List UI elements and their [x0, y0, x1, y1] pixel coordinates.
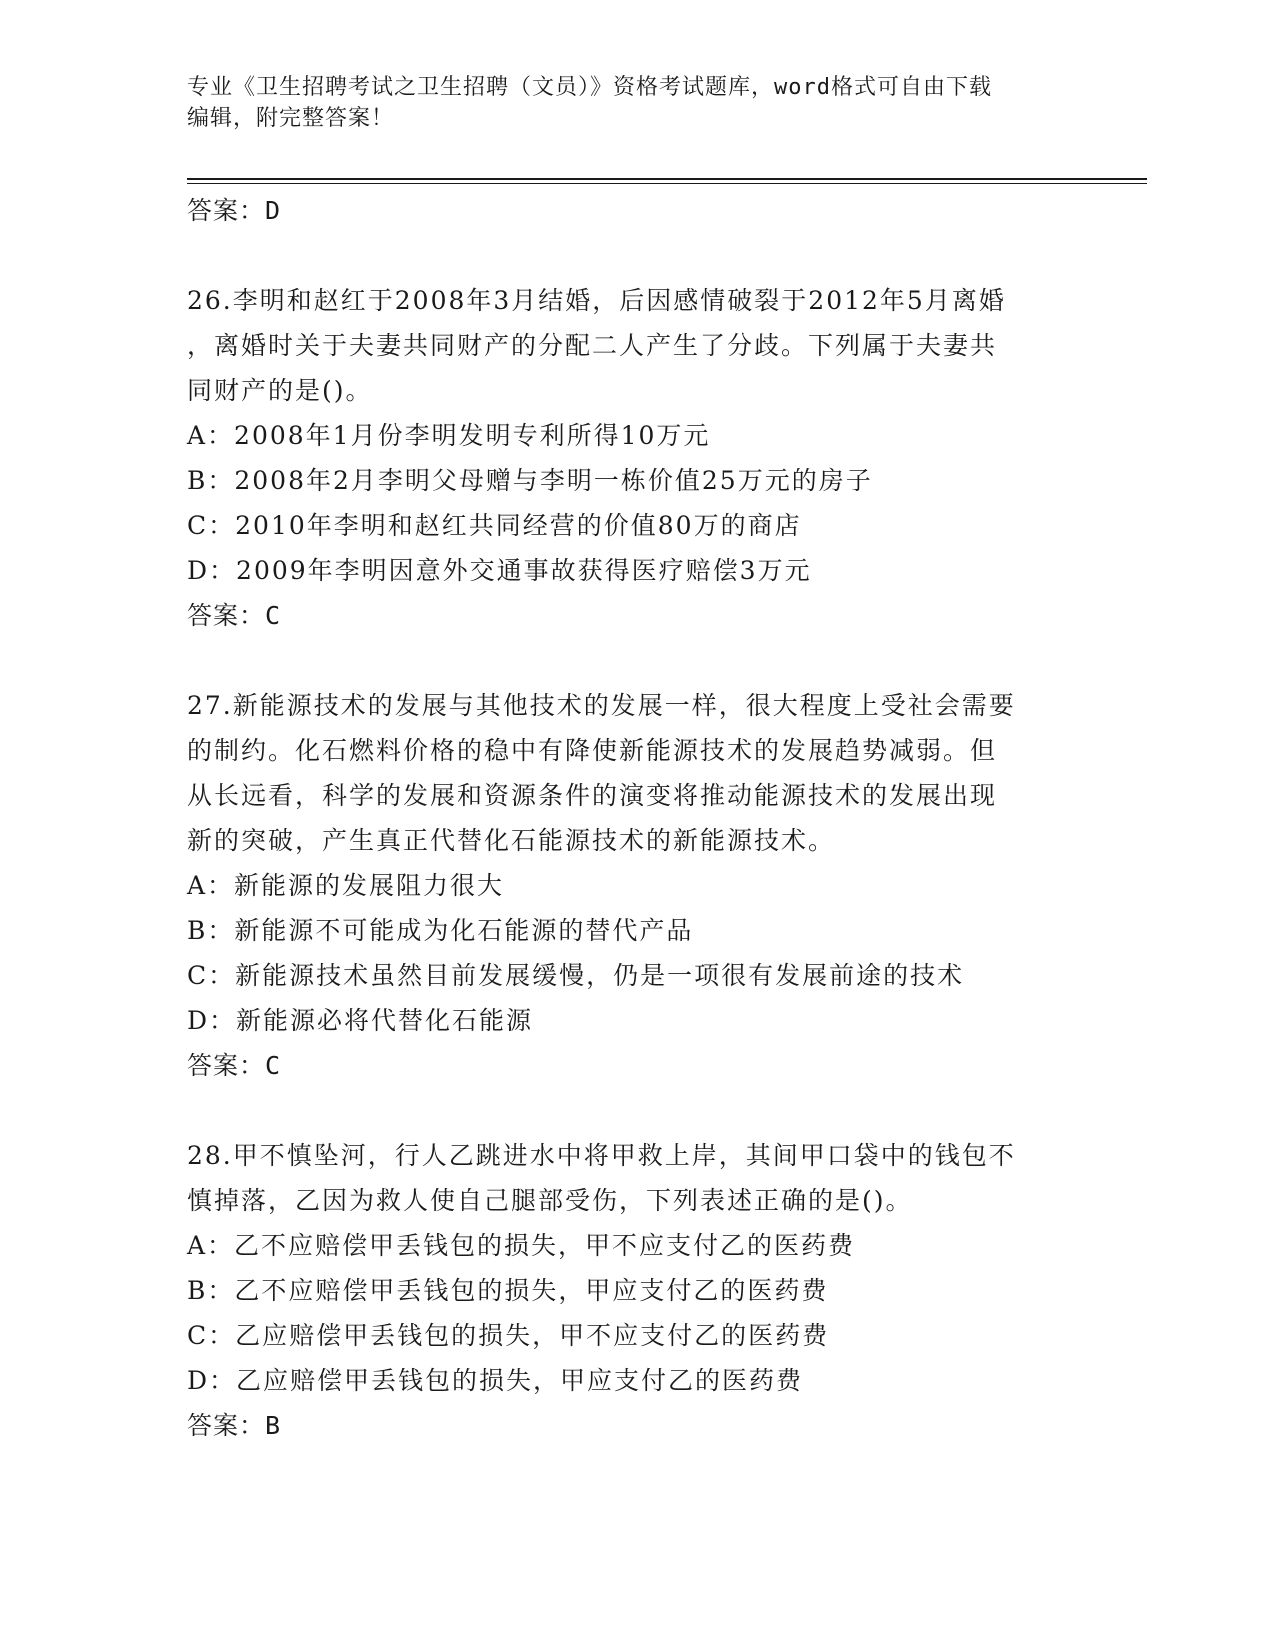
option-c: C：2010年李明和赵红共同经营的价值80万的商店 — [187, 511, 802, 540]
option-d: D：新能源必将代替化石能源 — [187, 1006, 534, 1035]
header-divider-thick — [187, 178, 1147, 180]
option-a: A：2008年1月份李明发明专利所得10万元 — [187, 421, 711, 450]
question-text-line: 28.甲不慎坠河，行人乙跳进水中将甲救上岸，其间甲口袋中的钱包不 — [187, 1141, 1016, 1170]
answer: 答案：B — [187, 1411, 282, 1440]
answer: 答案：C — [187, 1051, 282, 1080]
previous-answer: 答案：D — [187, 196, 282, 225]
question-text-line: 27.新能源技术的发展与其他技术的发展一样，很大程度上受社会需要 — [187, 691, 1016, 720]
option-c: C：新能源技术虽然目前发展缓慢，仍是一项很有发展前途的技术 — [187, 961, 965, 990]
question-text-line: ，离婚时关于夫妻共同财产的分配二人产生了分歧。下列属于夫妻共 — [187, 331, 998, 360]
question-text-line: 26.李明和赵红于2008年3月结婚，后因感情破裂于2012年5月离婚 — [187, 286, 1006, 315]
question-text-line: 同财产的是()。 — [187, 376, 373, 405]
question-text-line: 从长远看，科学的发展和资源条件的演变将推动能源技术的发展出现 — [187, 781, 998, 810]
option-c: C：乙应赔偿甲丢钱包的损失，甲不应支付乙的医药费 — [187, 1321, 830, 1350]
option-a: A：新能源的发展阻力很大 — [187, 871, 505, 900]
question-28 — [187, 1133, 1087, 1448]
question-text-line: 慎掉落，乙因为救人使自己腿部受伤，下列表述正确的是()。 — [187, 1186, 913, 1215]
answer: 答案：C — [187, 601, 282, 630]
question-text-line: 的制约。化石燃料价格的稳中有降使新能源技术的发展趋势减弱。但 — [187, 736, 998, 765]
option-a: A：乙不应赔偿甲丢钱包的损失，甲不应支付乙的医药费 — [187, 1231, 856, 1260]
header-line-2: 编辑，附完整答案！ — [187, 106, 395, 131]
question-text-line: 新的突破，产生真正代替化石能源技术的新能源技术。 — [187, 826, 836, 855]
question-26 — [187, 278, 1087, 638]
option-d: D：2009年李明因意外交通事故获得医疗赔偿3万元 — [187, 556, 812, 585]
option-b: B：2008年2月李明父母赠与李明一栋价值25万元的房子 — [187, 466, 873, 495]
option-b: B：乙不应赔偿甲丢钱包的损失，甲应支付乙的医药费 — [187, 1276, 829, 1305]
header-divider-thin — [187, 183, 1147, 184]
option-b: B：新能源不可能成为化石能源的替代产品 — [187, 916, 694, 945]
header-line-1: 专业《卫生招聘考试之卫生招聘（文员）》资格考试题库，word格式可自由下载 — [187, 75, 992, 100]
option-d: D：乙应赔偿甲丢钱包的损失，甲应支付乙的医药费 — [187, 1366, 804, 1395]
document-body — [187, 188, 1087, 1448]
question-27 — [187, 683, 1087, 1088]
page-header — [187, 72, 1087, 134]
